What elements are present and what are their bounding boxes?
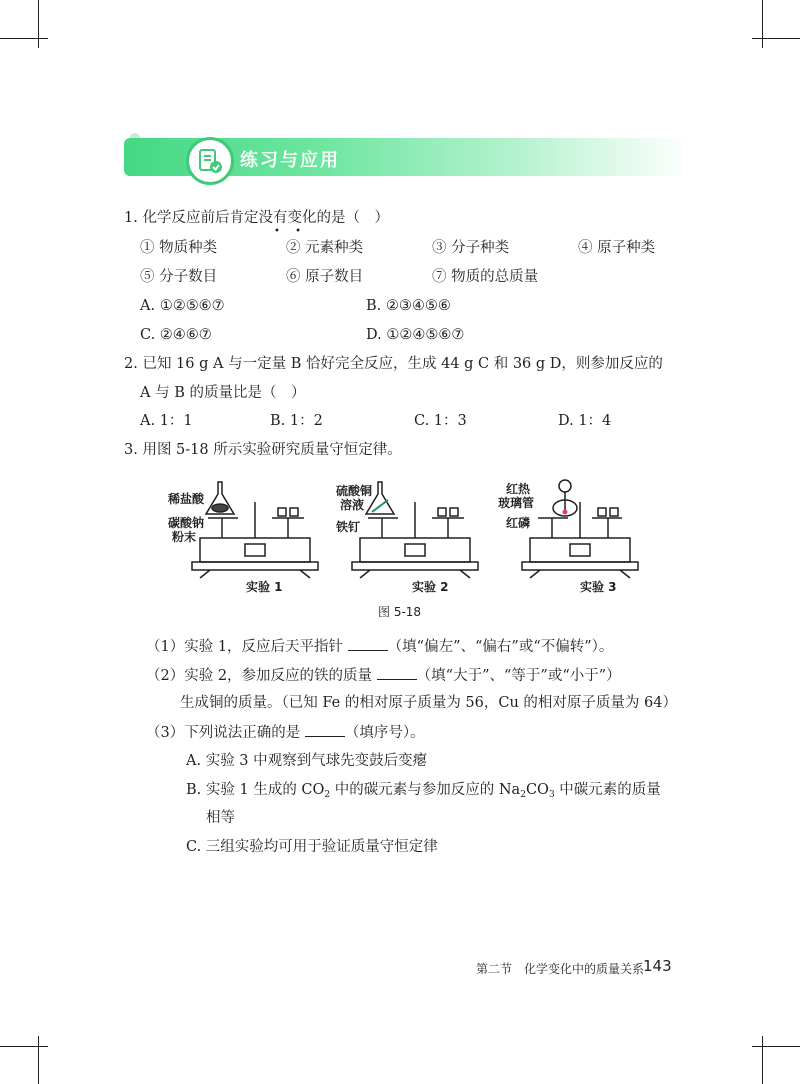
chapter-footer: 第二节 化学变化中的质量关系 <box>476 962 645 976</box>
balance-exp1 <box>192 482 318 578</box>
crop-mark <box>38 1036 39 1084</box>
crop-mark <box>762 0 763 48</box>
q3-choice-b: B. 实验 1 生成的 $CO_2$ 中的碳元素与参加反应的 $Na_2CO_3$ 中碳元素的质量 <box>186 782 661 800</box>
q1-stem: 1. 化学反应前后肯定没有变化的是（ ） <box>124 210 389 226</box>
exp3-title: 实验 3 <box>580 580 617 594</box>
q3-sub1: （1）实验 1，反应后天平指针 （填“偏左”、“偏右”或“不偏转”）。 <box>146 636 613 657</box>
q1-option: ① 物质种类 <box>140 240 218 256</box>
answer-blank[interactable] <box>377 665 417 680</box>
q1-answer: B. ②③④⑤⑥ <box>366 298 451 314</box>
exp1-label: 稀盐酸 <box>168 492 205 506</box>
crop-mark <box>0 38 48 39</box>
q2-answer: D. 1：4 <box>558 413 612 429</box>
q2-answer: B. 1：2 <box>270 413 323 429</box>
q3-stem: 3. 用图 5-18 所示实验研究质量守恒定律。 <box>124 442 402 458</box>
q3-choice-a: A. 实验 3 中观察到气球先变鼓后变瘪 <box>186 753 428 769</box>
q3-choice-b-cont: 相等 <box>206 810 235 826</box>
crop-mark <box>762 1036 763 1084</box>
q1-option: ⑥ 原子数目 <box>286 269 364 285</box>
exp3-label: 红磷 <box>506 516 531 530</box>
q2-stem: A 与 B 的质量比是（ ） <box>140 385 306 401</box>
emphasis-dots: • • <box>274 226 307 237</box>
exp2-label: 溶液 <box>340 498 365 512</box>
q1-option: ⑦ 物质的总质量 <box>432 269 539 285</box>
exp1-label: 碳酸钠 <box>168 516 205 530</box>
exp1-title: 实验 1 <box>246 580 283 594</box>
q1-option: ④ 原子种类 <box>578 240 656 256</box>
crop-mark <box>38 0 39 48</box>
figure-caption: 图 5-18 <box>378 605 422 619</box>
q3-sub2-cont: 生成铜的质量。（已知 Fe 的相对原子质量为 56，Cu 的相对原子质量为 64） <box>180 695 677 711</box>
q1-answer: D. ①②④⑤⑥⑦ <box>366 327 465 343</box>
q3-sub3: （3）下列说法正确的是 （填序号）。 <box>146 722 425 743</box>
exp2-title: 实验 2 <box>412 580 449 594</box>
exp2-label: 铁钉 <box>336 520 361 534</box>
exp1-label: 粉末 <box>172 530 197 544</box>
crop-mark <box>0 1046 48 1047</box>
q1-answer: A. ①②⑤⑥⑦ <box>140 298 225 314</box>
q3-choice-c: C. 三组实验均可用于验证质量守恒定律 <box>186 839 438 855</box>
section-title: 练习与应用 <box>240 150 340 171</box>
balance-exp3 <box>522 480 638 578</box>
exp3-label: 玻璃管 <box>498 496 535 510</box>
q1-option: ③ 分子种类 <box>432 240 510 256</box>
q2-stem: 2. 已知 16 g A 与一定量 B 恰好完全反应，生成 44 g C 和 36 g D，则参加反应的 <box>124 356 663 372</box>
q1-option: ⑤ 分子数目 <box>140 269 218 285</box>
q2-answer: A. 1：1 <box>140 413 193 429</box>
answer-blank[interactable] <box>305 722 345 737</box>
figure-5-18 <box>160 478 640 598</box>
q1-option: ② 元素种类 <box>286 240 364 256</box>
crop-mark <box>752 38 800 39</box>
q2-answer: C. 1：3 <box>414 413 467 429</box>
q1-answer: C. ②④⑥⑦ <box>140 327 212 343</box>
exp3-label: 红热 <box>506 482 531 496</box>
answer-blank[interactable] <box>348 636 388 651</box>
page-number: 143 <box>643 957 672 975</box>
exp2-label: 硫酸铜 <box>336 484 373 498</box>
crop-mark <box>752 1046 800 1047</box>
q3-sub2: （2）实验 2，参加反应的铁的质量 （填“大于”、“等于”或“小于”） <box>146 665 621 686</box>
exercise-icon <box>186 137 234 185</box>
